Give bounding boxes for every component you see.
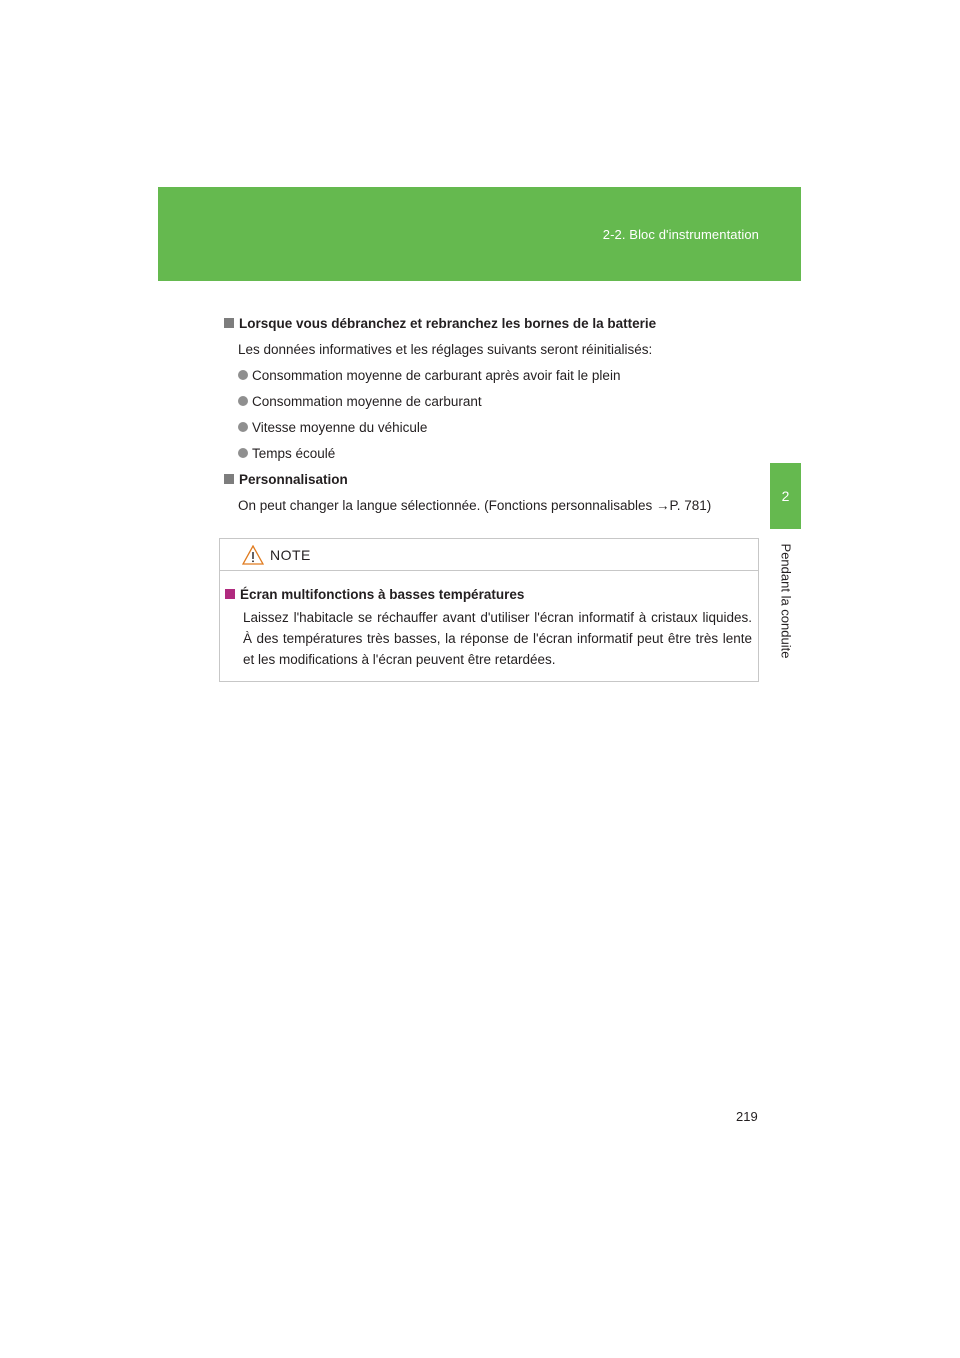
list-item [238, 414, 764, 440]
round-bullet-icon [238, 422, 248, 432]
note-header [220, 539, 758, 571]
round-bullet-icon [238, 396, 248, 406]
custom-text: On peut changer la langue sélectionnée. (Fonctions personnalisables →P. 781) [238, 497, 712, 513]
list-item-text: Vitesse moyenne du véhicule [252, 419, 428, 435]
round-bullet-icon [238, 370, 248, 380]
header-band [158, 187, 801, 281]
note-text: Laissez l'habitacle se réchauffer avant d'utiliser l'écran informatif à cristaux liquides. À des températures très basses, la réponse de l'écran informatif peut être très lente et les modifications à l'écran peuvent être retardées. [243, 610, 752, 667]
square-bullet-icon [225, 589, 235, 599]
chapter-label: Pendant la conduite [778, 543, 794, 659]
note-box [219, 538, 759, 682]
list-item-text: Consommation moyenne de carburant après avoir fait le plein [252, 367, 621, 383]
note-heading [225, 583, 752, 605]
note-title: NOTE [270, 546, 311, 563]
list-item-text: Temps écoulé [252, 445, 336, 461]
battery-intro: Les données informatives et les réglages suivants seront réinitialisés: [238, 341, 653, 357]
square-bullet-icon [224, 318, 234, 328]
page-number: 219 [736, 1109, 758, 1124]
list-item [238, 440, 764, 466]
list-item [238, 388, 764, 414]
chapter-number: 2 [781, 488, 790, 504]
custom-heading [224, 466, 764, 492]
note-body [220, 571, 758, 670]
custom-heading-text: Personnalisation [239, 471, 348, 487]
main-content [224, 310, 764, 518]
list-item-text: Consommation moyenne de carburant [252, 393, 482, 409]
warning-triangle-icon [242, 545, 264, 565]
battery-heading-text: Lorsque vous débranchez et rebranchez les bornes de la batterie [239, 315, 657, 331]
list-item [238, 362, 764, 388]
round-bullet-icon [238, 448, 248, 458]
section-title: 2-2. Bloc d'instrumentation [602, 227, 759, 242]
chapter-tab [770, 463, 801, 529]
square-bullet-icon [224, 474, 234, 484]
battery-heading [224, 310, 764, 336]
note-heading-text: Écran multifonctions à basses températures [240, 586, 525, 602]
